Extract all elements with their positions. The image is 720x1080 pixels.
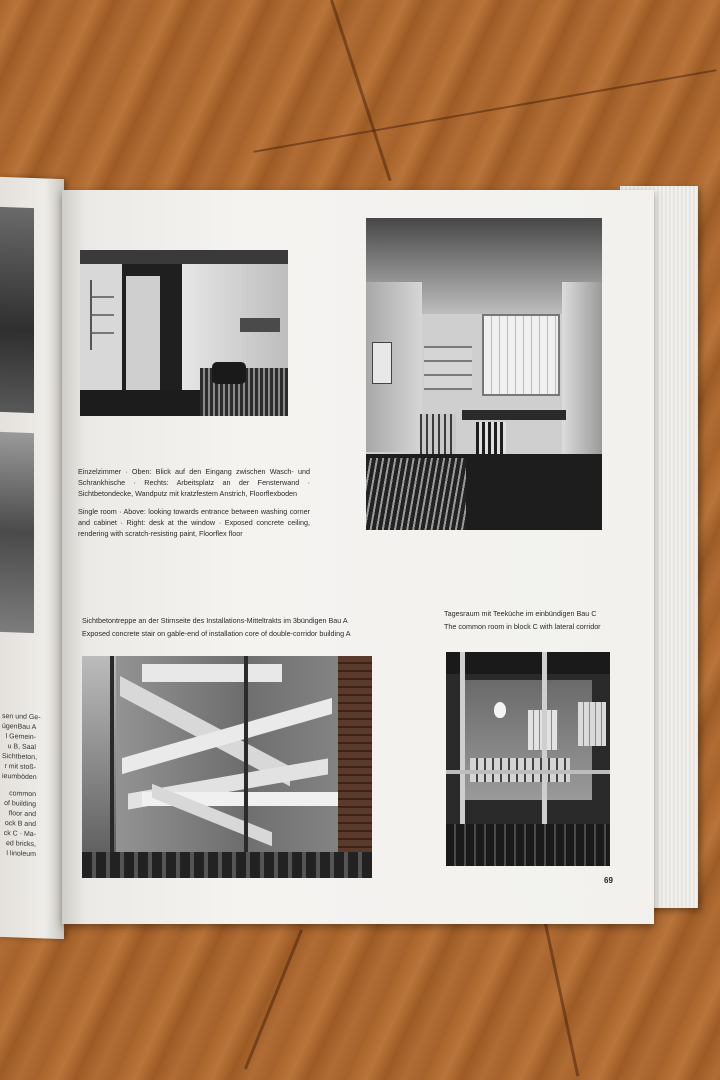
caption-stair-de: Sichtbetontreppe an der Stirnseite des Installations-Mitteltrakts im 3bündigen Bau A — [82, 616, 348, 625]
photo-common-room — [446, 652, 610, 866]
left-photo-middle — [0, 432, 34, 633]
left-page — [0, 177, 64, 939]
caption-single-room-de: Einzelzimmer · Oben: Blick auf den Eingang zwischen Wasch- und Schrankhische · Rechts: Arbeitsplatz an der Fensterwand · Sichtbetondecke, Wandputz mit kratzfestem Anstrich, Floorflexboden — [78, 467, 310, 498]
caption-stair-en: Exposed concrete stair on gable-end of installation core of double-corridor building A — [82, 629, 351, 638]
table-seam — [540, 905, 579, 1077]
caption-single-room-en: Single room · Above: looking towards entrance between washing corner and cabinet · Right: desk at the window · Exposed concrete ceiling, rendering with scratch-resisting paint, Floorflex floor — [78, 507, 310, 538]
photo-single-room-entrance — [80, 250, 288, 416]
caption-common-room-de: Tagesraum mit Teeküche im einbündigen Bau C — [444, 609, 597, 618]
table-seam — [330, 0, 392, 181]
left-text-block-1: sen und Ge- ügenBau A l Gemein- u B, Saal Sichtbeton, r mit stoß- ieumböden — [2, 712, 41, 782]
photo-concrete-stair — [82, 656, 372, 878]
table-seam — [244, 929, 303, 1069]
left-photo-top — [0, 207, 34, 413]
left-text-block-2: common of building floor and ock B and ck C · Ma- ed bricks, l linoleum — [3, 790, 36, 859]
table-seam — [253, 69, 716, 153]
right-page — [62, 190, 654, 924]
page-number: 69 — [604, 876, 613, 885]
photo-desk-at-window — [366, 218, 602, 530]
caption-common-room-en: The common room in block C with lateral corridor — [444, 622, 601, 631]
